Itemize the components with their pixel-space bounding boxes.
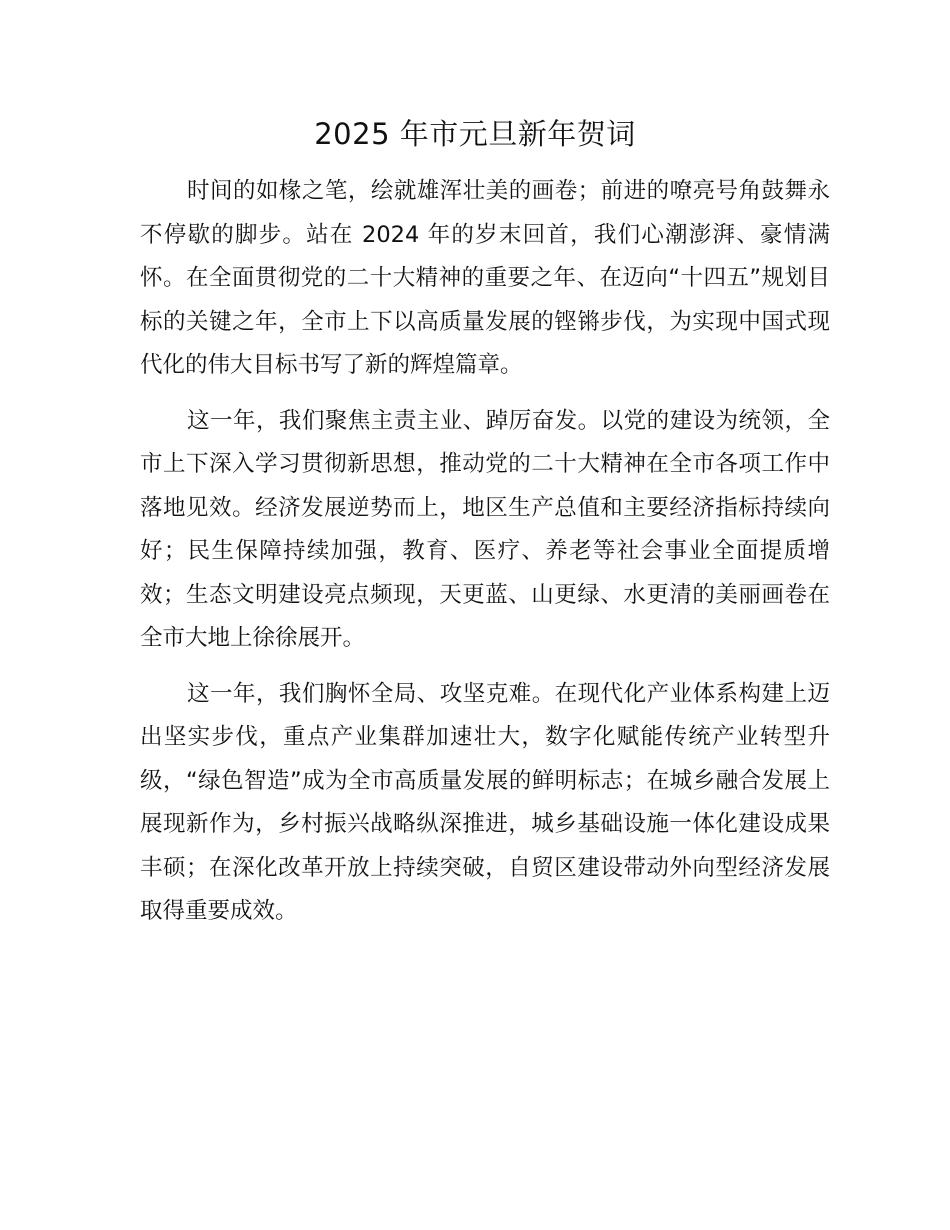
paragraph-2: 这一年，我们聚焦主责主业、踔厉奋发。以党的建设为统领，全市上下深入学习贯彻新思想，推动党的二十大精神在全市各项工作中落地见效。经济发展逆势而上，地区生产总值和主要经济指标持续向好；民生保障持续加强，教育、医疗、养老等社会事业全面提质增效；生态文明建设亮点频现，天更蓝、山更绿、水更清的美丽画卷在全市大地上徐徐展开。 — [140, 407, 830, 651]
paragraph-3: 这一年，我们胸怀全局、攻坚克难。在现代化产业体系构建上迈出坚实步伐，重点产业集群加速壮大，数字化赋能传统产业转型升级，“绿色智造”成为全市高质量发展的鲜明标志；在城乡融合发展上展现新作为，乡村振兴战略纵深推进，城乡基础设施一体化建设成果丰硕；在深化改革开放上持续突破，自贸区建设带动外向型经济发展取得重要成效。 — [140, 680, 830, 924]
paragraph-1: 时间的如椽之笔，绘就雄浑壮美的画卷；前进的嘹亮号角鼓舞永不停歇的脚步。站在 2024 年的岁末回首，我们心潮澎湃、豪情满怀。在全面贯彻党的二十大精神的重要之年、在迈向“十四五”规划目标的关键之年，全市上下以高质量发展的铿锵步伐，为实现中国式现代化的伟大目标书写了新的辉煌篇章。 — [140, 178, 830, 378]
document-body — [140, 170, 830, 946]
document-title: 2025 年市元旦新年贺词 — [314, 117, 636, 151]
